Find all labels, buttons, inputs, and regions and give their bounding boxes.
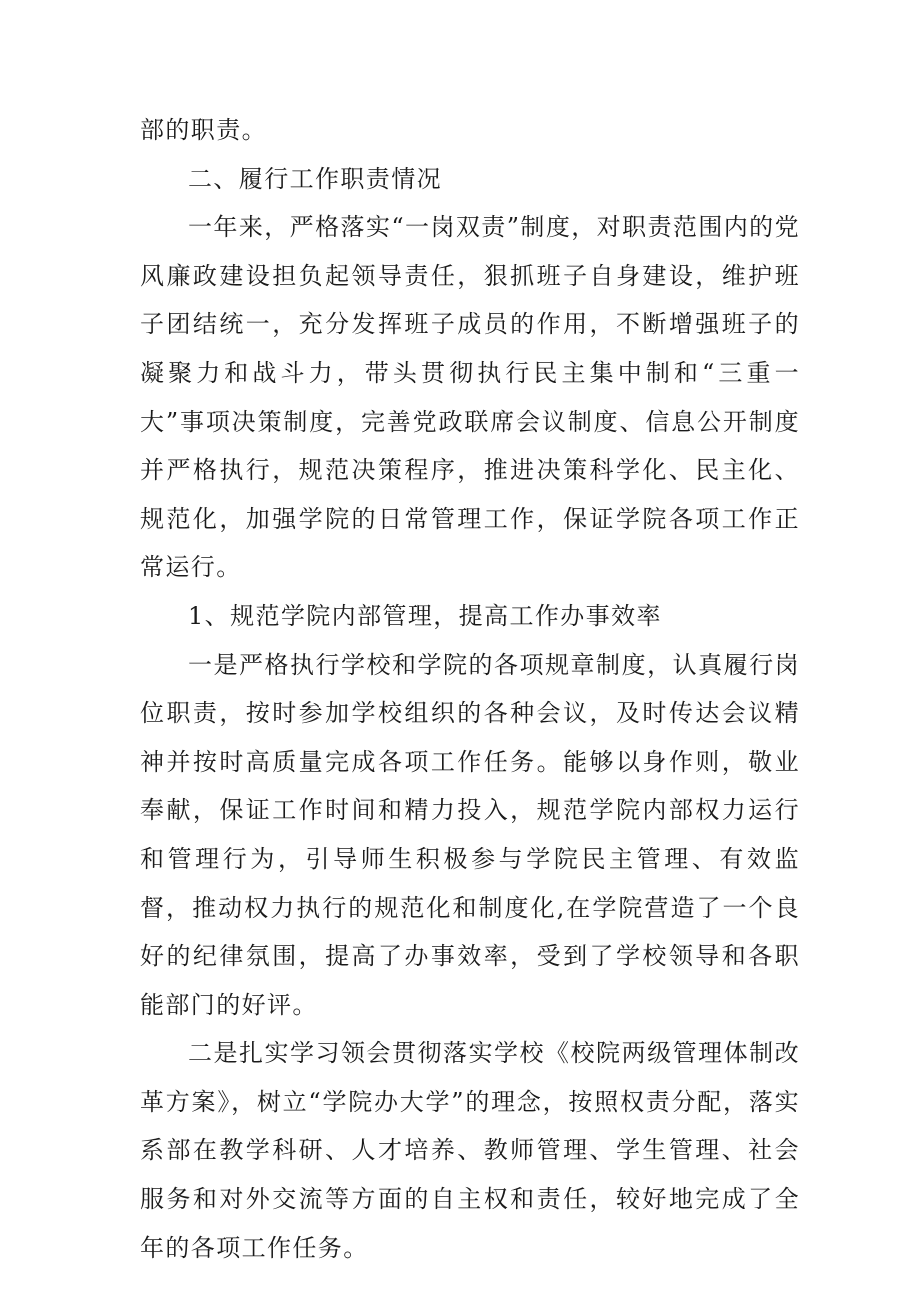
- paragraph-rules-enforcement: 一是严格执行学校和学院的各项规章制度，认真履行岗位职责，按时参加学校组织的各种会议，及时传达会议精神并按时高质量完成各项工作任务。能够以身作则，敬业奉献，保证工作时间和精力投入，规范学院内部权力运行和管理行为，引导师生积极参与学院民主管理、有效监督，推动权力执行的规范化和制度化,在学院营造了一个良好的纪律氛围，提高了办事效率，受到了学校领导和各职能部门的好评。: [140, 650, 800, 1019]
- paragraph-reform-implementation: 二是扎实学习领会贯彻落实学校《校院两级管理体制改革方案》，树立“学院办大学”的理念，按照权责分配，落实系部在教学科研、人才培养、教师管理、学生管理、社会服务和对外交流等方面的自主权和责任，较好地完成了全年的各项工作任务。: [140, 1039, 800, 1262]
- paragraph-continuation: 部的职责。: [140, 116, 267, 144]
- section-heading-duty-performance: 二、履行工作职责情况: [188, 164, 442, 193]
- document-body: [140, 106, 800, 1272]
- subsection-heading-internal-management: 1、规范学院内部管理，提高工作办事效率: [188, 601, 662, 630]
- paragraph-overview: 一年来，严格落实“一岗双责”制度，对职责范围内的党风廉政建设担负起领导责任，狠抓班子自身建设，维护班子团结统一，充分发挥班子成员的作用，不断增强班子的凝聚力和战斗力，带头贯彻执行民主集中制和“三重一大”事项决策制度，完善党政联席会议制度、信息公开制度并严格执行，规范决策程序，推进决策科学化、民主化、规范化，加强学院的日常管理工作，保证学院各项工作正常运行。: [140, 213, 800, 582]
